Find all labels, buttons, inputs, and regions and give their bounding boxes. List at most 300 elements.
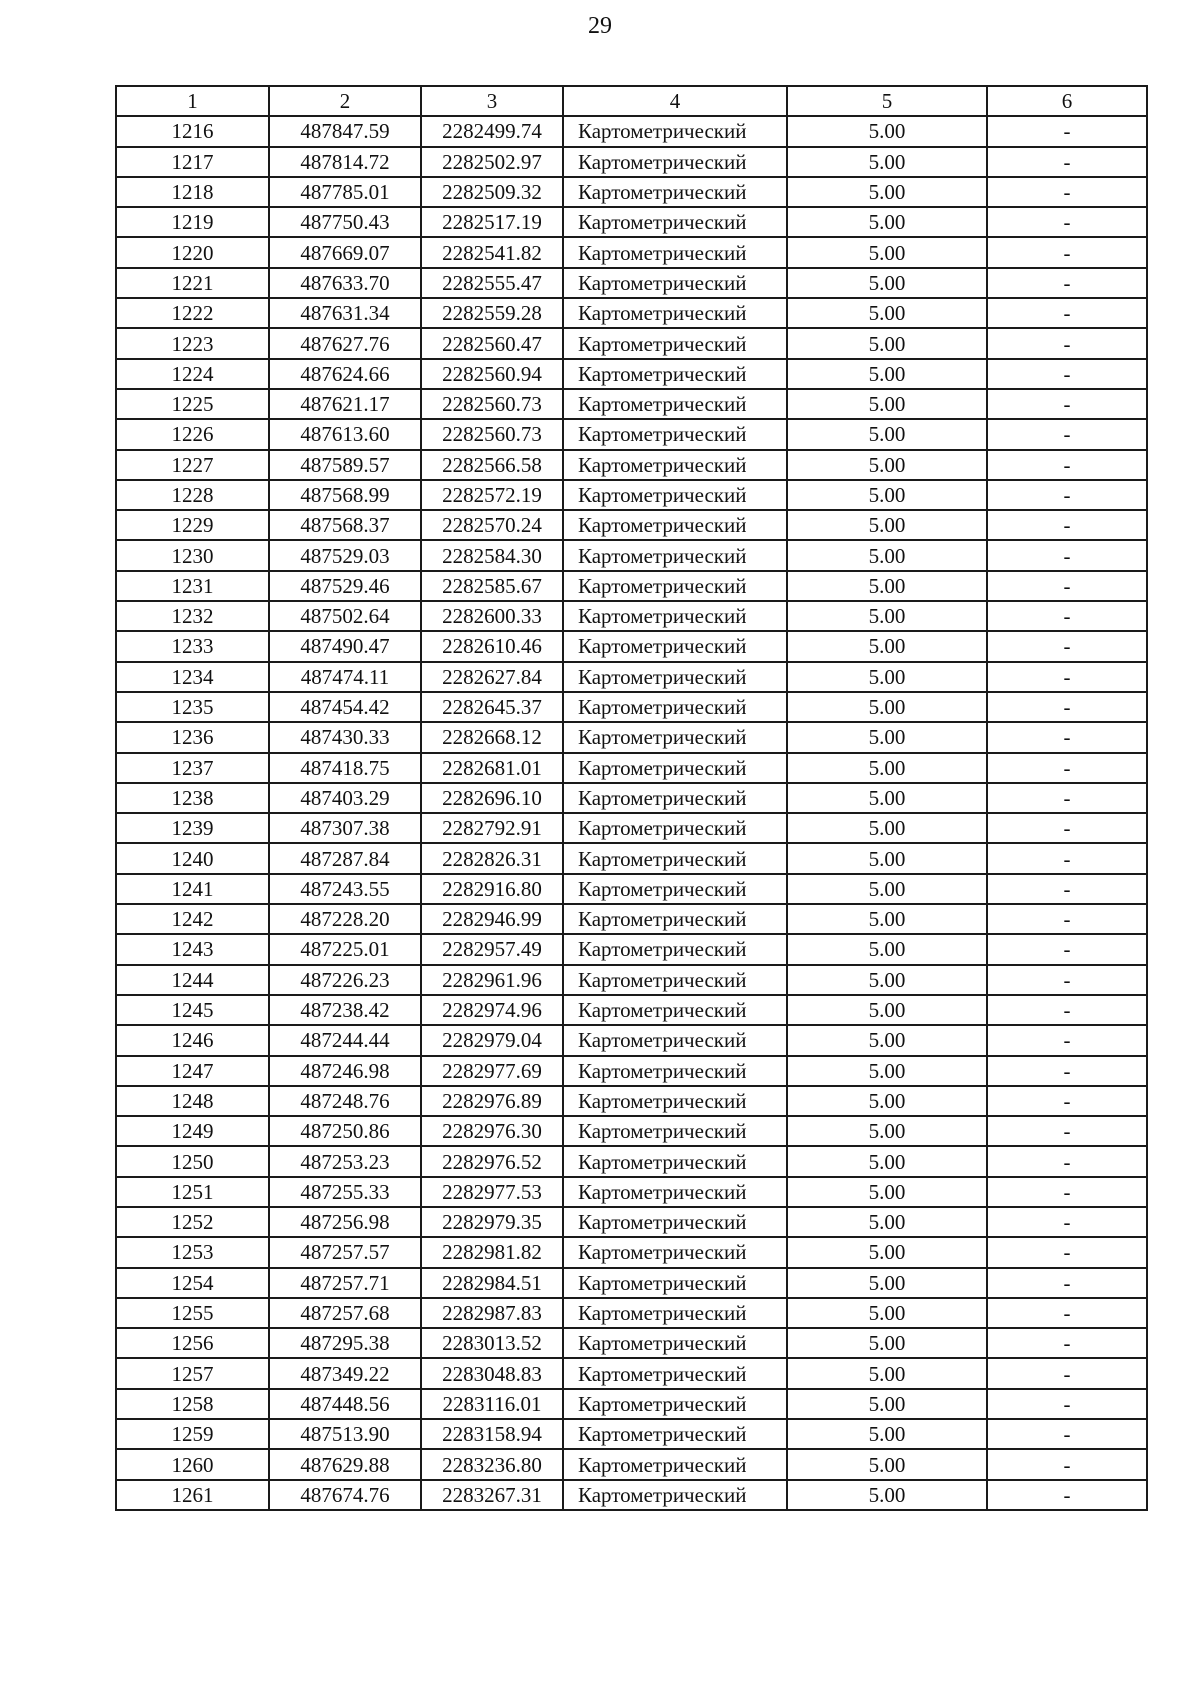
cell-y-coordinate: 2282696.10 (421, 783, 563, 813)
cell-accuracy: 5.00 (787, 450, 987, 480)
cell-x-coordinate: 487349.22 (269, 1358, 421, 1388)
cell-note: - (987, 1389, 1147, 1419)
cell-x-coordinate: 487633.70 (269, 268, 421, 298)
cell-accuracy: 5.00 (787, 298, 987, 328)
cell-y-coordinate: 2283116.01 (421, 1389, 563, 1419)
cell-point-number: 1242 (116, 904, 269, 934)
cell-accuracy: 5.00 (787, 147, 987, 177)
cell-y-coordinate: 2282974.96 (421, 995, 563, 1025)
cell-x-coordinate: 487454.42 (269, 692, 421, 722)
table-row (116, 1419, 1147, 1449)
cell-y-coordinate: 2282499.74 (421, 116, 563, 146)
table-row (116, 1298, 1147, 1328)
cell-point-number: 1235 (116, 692, 269, 722)
cell-method: Картометрический (563, 1449, 787, 1479)
table-row (116, 237, 1147, 267)
cell-note: - (987, 1449, 1147, 1479)
cell-method: Картометрический (563, 1025, 787, 1055)
cell-accuracy: 5.00 (787, 1177, 987, 1207)
cell-note: - (987, 450, 1147, 480)
cell-y-coordinate: 2282984.51 (421, 1268, 563, 1298)
cell-point-number: 1257 (116, 1358, 269, 1388)
cell-method: Картометрический (563, 843, 787, 873)
cell-method: Картометрический (563, 268, 787, 298)
cell-method: Картометрический (563, 753, 787, 783)
cell-accuracy: 5.00 (787, 1358, 987, 1388)
cell-y-coordinate: 2282541.82 (421, 237, 563, 267)
cell-point-number: 1233 (116, 631, 269, 661)
cell-accuracy: 5.00 (787, 510, 987, 540)
cell-point-number: 1260 (116, 1449, 269, 1479)
cell-x-coordinate: 487474.11 (269, 662, 421, 692)
cell-x-coordinate: 487248.76 (269, 1086, 421, 1116)
table-row (116, 692, 1147, 722)
cell-note: - (987, 571, 1147, 601)
cell-x-coordinate: 487255.33 (269, 1177, 421, 1207)
table-row (116, 571, 1147, 601)
cell-point-number: 1217 (116, 147, 269, 177)
cell-y-coordinate: 2282560.73 (421, 389, 563, 419)
table-row (116, 1056, 1147, 1086)
table-row (116, 298, 1147, 328)
table-row (116, 207, 1147, 237)
table-header (116, 86, 1147, 116)
cell-method: Картометрический (563, 1419, 787, 1449)
cell-accuracy: 5.00 (787, 995, 987, 1025)
cell-accuracy: 5.00 (787, 1116, 987, 1146)
cell-method: Картометрический (563, 601, 787, 631)
table-row (116, 389, 1147, 419)
table-row (116, 753, 1147, 783)
cell-x-coordinate: 487448.56 (269, 1389, 421, 1419)
cell-point-number: 1251 (116, 1177, 269, 1207)
cell-x-coordinate: 487246.98 (269, 1056, 421, 1086)
cell-y-coordinate: 2282976.89 (421, 1086, 563, 1116)
cell-x-coordinate: 487490.47 (269, 631, 421, 661)
cell-y-coordinate: 2282645.37 (421, 692, 563, 722)
cell-y-coordinate: 2282976.52 (421, 1146, 563, 1176)
cell-y-coordinate: 2282502.97 (421, 147, 563, 177)
cell-accuracy: 5.00 (787, 1419, 987, 1449)
cell-y-coordinate: 2282668.12 (421, 722, 563, 752)
cell-method: Картометрический (563, 480, 787, 510)
cell-method: Картометрический (563, 1358, 787, 1388)
cell-y-coordinate: 2282979.04 (421, 1025, 563, 1055)
cell-note: - (987, 207, 1147, 237)
table-row (116, 1358, 1147, 1388)
cell-x-coordinate: 487568.37 (269, 510, 421, 540)
cell-point-number: 1244 (116, 965, 269, 995)
cell-point-number: 1234 (116, 662, 269, 692)
coordinates-table (115, 85, 1148, 1511)
cell-x-coordinate: 487403.29 (269, 783, 421, 813)
cell-method: Картометрический (563, 631, 787, 661)
cell-y-coordinate: 2282566.58 (421, 450, 563, 480)
cell-point-number: 1243 (116, 934, 269, 964)
cell-point-number: 1230 (116, 540, 269, 570)
cell-method: Картометрический (563, 1177, 787, 1207)
cell-method: Картометрический (563, 1086, 787, 1116)
cell-method: Картометрический (563, 662, 787, 692)
cell-point-number: 1250 (116, 1146, 269, 1176)
cell-point-number: 1237 (116, 753, 269, 783)
cell-accuracy: 5.00 (787, 359, 987, 389)
cell-method: Картометрический (563, 1298, 787, 1328)
cell-note: - (987, 662, 1147, 692)
table-row (116, 843, 1147, 873)
cell-method: Картометрический (563, 692, 787, 722)
table-row (116, 1480, 1147, 1510)
cell-note: - (987, 965, 1147, 995)
cell-note: - (987, 480, 1147, 510)
cell-point-number: 1238 (116, 783, 269, 813)
cell-y-coordinate: 2282979.35 (421, 1207, 563, 1237)
cell-y-coordinate: 2282584.30 (421, 540, 563, 570)
table-row (116, 631, 1147, 661)
cell-accuracy: 5.00 (787, 722, 987, 752)
table-row (116, 328, 1147, 358)
cell-point-number: 1246 (116, 1025, 269, 1055)
cell-x-coordinate: 487814.72 (269, 147, 421, 177)
table-row (116, 480, 1147, 510)
cell-x-coordinate: 487621.17 (269, 389, 421, 419)
cell-note: - (987, 631, 1147, 661)
cell-x-coordinate: 487631.34 (269, 298, 421, 328)
cell-note: - (987, 601, 1147, 631)
cell-point-number: 1231 (116, 571, 269, 601)
cell-method: Картометрический (563, 874, 787, 904)
cell-x-coordinate: 487253.23 (269, 1146, 421, 1176)
cell-y-coordinate: 2282600.33 (421, 601, 563, 631)
cell-accuracy: 5.00 (787, 1449, 987, 1479)
cell-x-coordinate: 487669.07 (269, 237, 421, 267)
cell-x-coordinate: 487307.38 (269, 813, 421, 843)
cell-y-coordinate: 2282570.24 (421, 510, 563, 540)
cell-note: - (987, 359, 1147, 389)
cell-method: Картометрический (563, 1116, 787, 1146)
cell-accuracy: 5.00 (787, 692, 987, 722)
cell-y-coordinate: 2282681.01 (421, 753, 563, 783)
cell-note: - (987, 692, 1147, 722)
cell-accuracy: 5.00 (787, 631, 987, 661)
cell-x-coordinate: 487257.71 (269, 1268, 421, 1298)
table-row (116, 1025, 1147, 1055)
cell-x-coordinate: 487529.46 (269, 571, 421, 601)
cell-note: - (987, 328, 1147, 358)
cell-method: Картометрический (563, 328, 787, 358)
table-row (116, 813, 1147, 843)
cell-accuracy: 5.00 (787, 1207, 987, 1237)
table-row (116, 510, 1147, 540)
cell-x-coordinate: 487785.01 (269, 177, 421, 207)
cell-method: Картометрический (563, 934, 787, 964)
cell-x-coordinate: 487502.64 (269, 601, 421, 631)
table-row (116, 904, 1147, 934)
cell-accuracy: 5.00 (787, 1328, 987, 1358)
cell-accuracy: 5.00 (787, 1146, 987, 1176)
cell-y-coordinate: 2282555.47 (421, 268, 563, 298)
table-row (116, 116, 1147, 146)
cell-method: Картометрический (563, 147, 787, 177)
table-row (116, 1177, 1147, 1207)
cell-accuracy: 5.00 (787, 813, 987, 843)
column-header-5: 5 (787, 86, 987, 116)
cell-method: Картометрический (563, 510, 787, 540)
cell-note: - (987, 147, 1147, 177)
cell-accuracy: 5.00 (787, 1237, 987, 1267)
cell-note: - (987, 1025, 1147, 1055)
cell-method: Картометрический (563, 1328, 787, 1358)
cell-note: - (987, 1480, 1147, 1510)
cell-y-coordinate: 2282957.49 (421, 934, 563, 964)
cell-note: - (987, 995, 1147, 1025)
cell-note: - (987, 1056, 1147, 1086)
cell-y-coordinate: 2282792.91 (421, 813, 563, 843)
cell-method: Картометрический (563, 389, 787, 419)
cell-y-coordinate: 2282977.53 (421, 1177, 563, 1207)
cell-accuracy: 5.00 (787, 843, 987, 873)
cell-y-coordinate: 2283236.80 (421, 1449, 563, 1479)
cell-y-coordinate: 2282977.69 (421, 1056, 563, 1086)
table-row (116, 1449, 1147, 1479)
cell-x-coordinate: 487256.98 (269, 1207, 421, 1237)
cell-point-number: 1240 (116, 843, 269, 873)
column-header-6: 6 (987, 86, 1147, 116)
cell-y-coordinate: 2282560.73 (421, 419, 563, 449)
cell-note: - (987, 1086, 1147, 1116)
table-row (116, 419, 1147, 449)
cell-accuracy: 5.00 (787, 662, 987, 692)
cell-note: - (987, 783, 1147, 813)
cell-x-coordinate: 487238.42 (269, 995, 421, 1025)
cell-y-coordinate: 2282916.80 (421, 874, 563, 904)
cell-x-coordinate: 487624.66 (269, 359, 421, 389)
table-body (116, 116, 1147, 1510)
cell-method: Картометрический (563, 1056, 787, 1086)
table-row (116, 1086, 1147, 1116)
cell-point-number: 1218 (116, 177, 269, 207)
cell-method: Картометрический (563, 722, 787, 752)
cell-method: Картометрический (563, 450, 787, 480)
cell-accuracy: 5.00 (787, 753, 987, 783)
cell-method: Картометрический (563, 1237, 787, 1267)
cell-point-number: 1228 (116, 480, 269, 510)
cell-y-coordinate: 2283013.52 (421, 1328, 563, 1358)
cell-point-number: 1245 (116, 995, 269, 1025)
cell-point-number: 1219 (116, 207, 269, 237)
cell-note: - (987, 1358, 1147, 1388)
cell-x-coordinate: 487750.43 (269, 207, 421, 237)
cell-note: - (987, 1268, 1147, 1298)
cell-y-coordinate: 2282610.46 (421, 631, 563, 661)
cell-point-number: 1220 (116, 237, 269, 267)
cell-y-coordinate: 2282961.96 (421, 965, 563, 995)
cell-y-coordinate: 2282826.31 (421, 843, 563, 873)
table-row (116, 934, 1147, 964)
table-row (116, 662, 1147, 692)
cell-method: Картометрический (563, 1146, 787, 1176)
header-row (116, 86, 1147, 116)
cell-note: - (987, 904, 1147, 934)
table-row (116, 995, 1147, 1025)
cell-point-number: 1229 (116, 510, 269, 540)
cell-y-coordinate: 2283048.83 (421, 1358, 563, 1388)
cell-note: - (987, 1419, 1147, 1449)
cell-method: Картометрический (563, 783, 787, 813)
cell-y-coordinate: 2282946.99 (421, 904, 563, 934)
table-row (116, 1389, 1147, 1419)
cell-method: Картометрический (563, 1207, 787, 1237)
cell-x-coordinate: 487228.20 (269, 904, 421, 934)
cell-point-number: 1249 (116, 1116, 269, 1146)
table-row (116, 965, 1147, 995)
cell-note: - (987, 874, 1147, 904)
cell-method: Картометрический (563, 904, 787, 934)
cell-y-coordinate: 2282559.28 (421, 298, 563, 328)
cell-point-number: 1224 (116, 359, 269, 389)
cell-accuracy: 5.00 (787, 1086, 987, 1116)
cell-y-coordinate: 2282627.84 (421, 662, 563, 692)
cell-accuracy: 5.00 (787, 1056, 987, 1086)
table-row (116, 874, 1147, 904)
cell-point-number: 1222 (116, 298, 269, 328)
cell-x-coordinate: 487250.86 (269, 1116, 421, 1146)
table-row (116, 177, 1147, 207)
cell-x-coordinate: 487257.68 (269, 1298, 421, 1328)
cell-x-coordinate: 487257.57 (269, 1237, 421, 1267)
cell-note: - (987, 389, 1147, 419)
cell-point-number: 1253 (116, 1237, 269, 1267)
table-row (116, 147, 1147, 177)
cell-note: - (987, 1116, 1147, 1146)
column-header-4: 4 (563, 86, 787, 116)
cell-accuracy: 5.00 (787, 783, 987, 813)
table-row (116, 783, 1147, 813)
cell-point-number: 1227 (116, 450, 269, 480)
cell-y-coordinate: 2282572.19 (421, 480, 563, 510)
column-header-1: 1 (116, 86, 269, 116)
cell-y-coordinate: 2283267.31 (421, 1480, 563, 1510)
cell-note: - (987, 843, 1147, 873)
page-number: 29 (588, 13, 612, 39)
cell-accuracy: 5.00 (787, 389, 987, 419)
cell-x-coordinate: 487418.75 (269, 753, 421, 783)
cell-x-coordinate: 487287.84 (269, 843, 421, 873)
cell-note: - (987, 510, 1147, 540)
cell-method: Картометрический (563, 298, 787, 328)
cell-point-number: 1254 (116, 1268, 269, 1298)
cell-note: - (987, 1146, 1147, 1176)
cell-accuracy: 5.00 (787, 934, 987, 964)
cell-method: Картометрический (563, 1389, 787, 1419)
cell-y-coordinate: 2282987.83 (421, 1298, 563, 1328)
table-row (116, 1116, 1147, 1146)
table-row (116, 359, 1147, 389)
cell-x-coordinate: 487847.59 (269, 116, 421, 146)
cell-method: Картометрический (563, 1480, 787, 1510)
cell-point-number: 1216 (116, 116, 269, 146)
table-row (116, 1207, 1147, 1237)
cell-accuracy: 5.00 (787, 116, 987, 146)
cell-note: - (987, 813, 1147, 843)
cell-method: Картометрический (563, 177, 787, 207)
cell-y-coordinate: 2282585.67 (421, 571, 563, 601)
cell-x-coordinate: 487244.44 (269, 1025, 421, 1055)
cell-x-coordinate: 487589.57 (269, 450, 421, 480)
table-row (116, 268, 1147, 298)
cell-note: - (987, 753, 1147, 783)
cell-note: - (987, 237, 1147, 267)
cell-method: Картометрический (563, 995, 787, 1025)
cell-note: - (987, 1177, 1147, 1207)
cell-accuracy: 5.00 (787, 1389, 987, 1419)
cell-point-number: 1256 (116, 1328, 269, 1358)
cell-accuracy: 5.00 (787, 601, 987, 631)
cell-note: - (987, 116, 1147, 146)
cell-method: Картометрический (563, 359, 787, 389)
cell-note: - (987, 298, 1147, 328)
cell-point-number: 1252 (116, 1207, 269, 1237)
cell-accuracy: 5.00 (787, 1480, 987, 1510)
cell-accuracy: 5.00 (787, 177, 987, 207)
table-row (116, 450, 1147, 480)
cell-point-number: 1258 (116, 1389, 269, 1419)
cell-note: - (987, 177, 1147, 207)
cell-point-number: 1225 (116, 389, 269, 419)
cell-x-coordinate: 487568.99 (269, 480, 421, 510)
cell-method: Картометрический (563, 813, 787, 843)
cell-method: Картометрический (563, 571, 787, 601)
cell-point-number: 1236 (116, 722, 269, 752)
cell-point-number: 1255 (116, 1298, 269, 1328)
cell-method: Картометрический (563, 207, 787, 237)
cell-point-number: 1232 (116, 601, 269, 631)
cell-y-coordinate: 2283158.94 (421, 1419, 563, 1449)
cell-method: Картометрический (563, 237, 787, 267)
cell-x-coordinate: 487295.38 (269, 1328, 421, 1358)
cell-accuracy: 5.00 (787, 1025, 987, 1055)
cell-x-coordinate: 487225.01 (269, 934, 421, 964)
cell-x-coordinate: 487513.90 (269, 1419, 421, 1449)
cell-note: - (987, 419, 1147, 449)
table-row (116, 1146, 1147, 1176)
cell-y-coordinate: 2282517.19 (421, 207, 563, 237)
cell-point-number: 1259 (116, 1419, 269, 1449)
cell-method: Картометрический (563, 116, 787, 146)
cell-note: - (987, 540, 1147, 570)
cell-method: Картометрический (563, 540, 787, 570)
cell-y-coordinate: 2282560.94 (421, 359, 563, 389)
cell-x-coordinate: 487243.55 (269, 874, 421, 904)
cell-note: - (987, 1207, 1147, 1237)
cell-method: Картометрический (563, 419, 787, 449)
cell-point-number: 1223 (116, 328, 269, 358)
cell-accuracy: 5.00 (787, 480, 987, 510)
cell-note: - (987, 934, 1147, 964)
cell-accuracy: 5.00 (787, 328, 987, 358)
table-row (116, 722, 1147, 752)
cell-accuracy: 5.00 (787, 1268, 987, 1298)
cell-accuracy: 5.00 (787, 904, 987, 934)
cell-accuracy: 5.00 (787, 237, 987, 267)
column-header-3: 3 (421, 86, 563, 116)
cell-point-number: 1226 (116, 419, 269, 449)
cell-point-number: 1239 (116, 813, 269, 843)
cell-note: - (987, 722, 1147, 752)
cell-note: - (987, 1298, 1147, 1328)
cell-y-coordinate: 2282509.32 (421, 177, 563, 207)
cell-x-coordinate: 487613.60 (269, 419, 421, 449)
